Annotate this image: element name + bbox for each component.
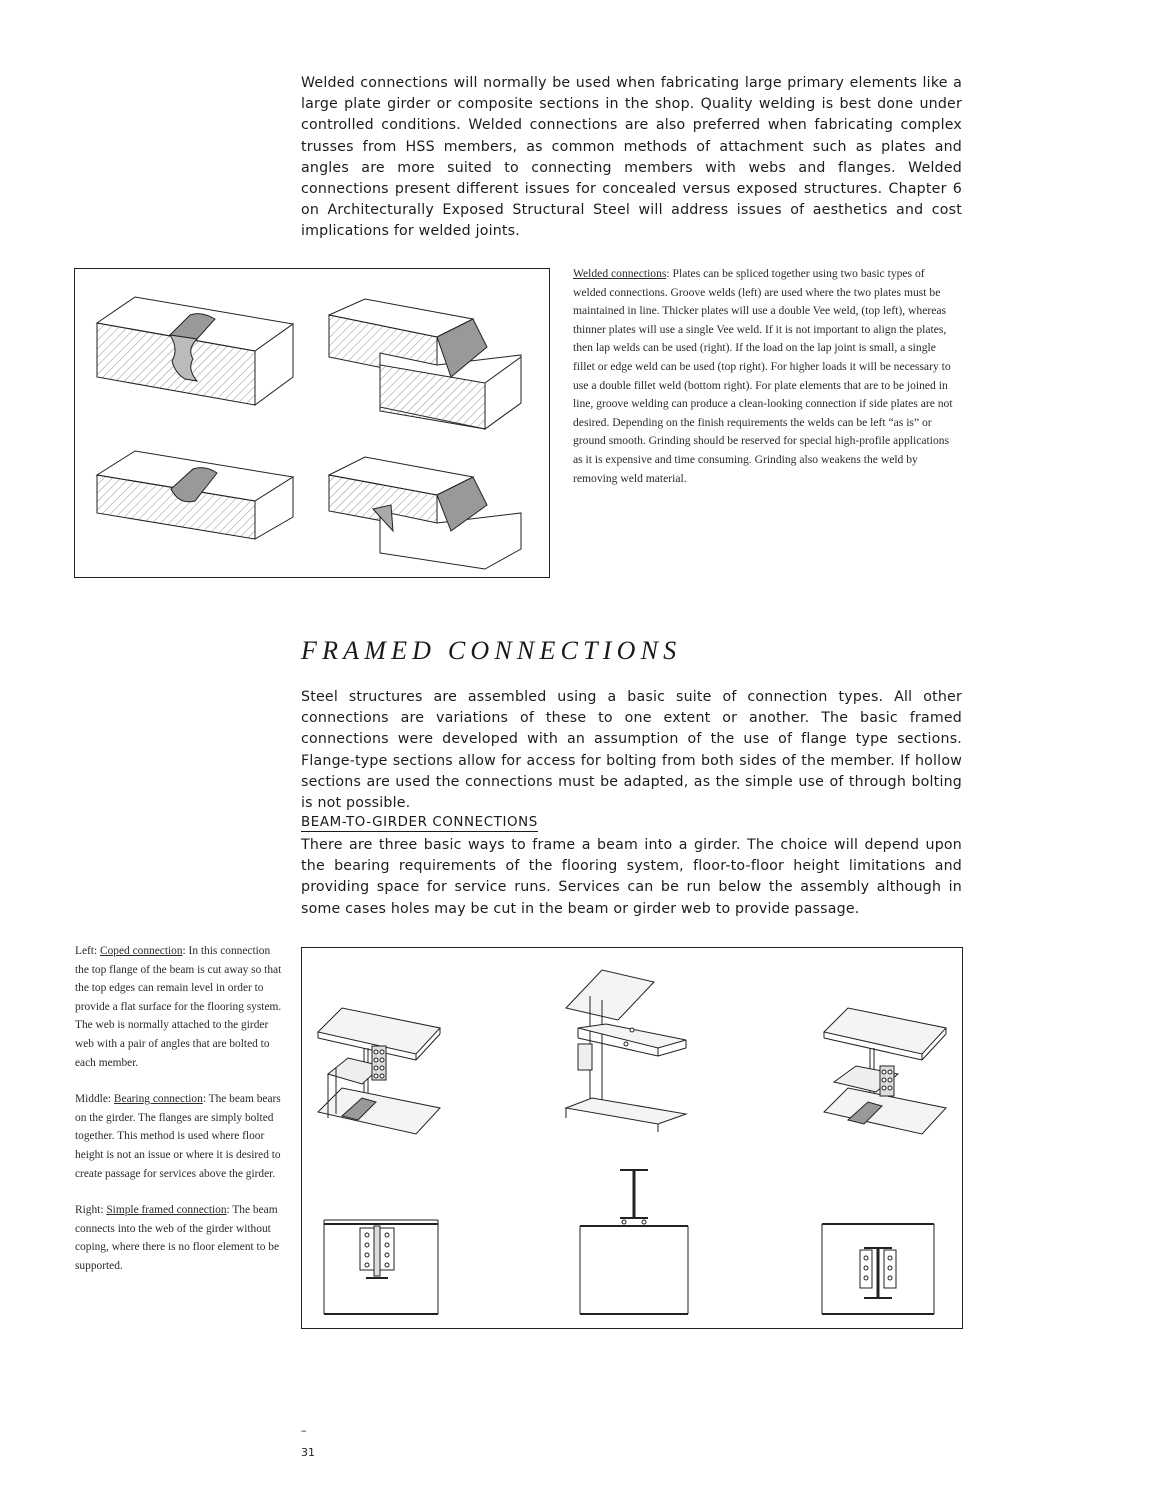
welded-connections-caption [573, 265, 958, 506]
beam-girder-subheading: BEAM-TO-GIRDER CONNECTIONS [301, 815, 538, 830]
beam-girder-drawing [302, 948, 964, 1330]
double-vee-groove-weld [97, 297, 293, 405]
double-fillet-lap-weld [329, 457, 521, 569]
page-number: – 31 [301, 1424, 315, 1459]
welded-connections-drawing [75, 269, 551, 579]
single-vee-groove-weld [97, 451, 293, 539]
single-fillet-lap-weld [329, 299, 521, 429]
beam-girder-paragraph: There are three basic ways to frame a beam into a girder. The choice will depend upon the bearing requirements of the flooring system, floor-to-floor height limitations and providing space for service runs. Services can be run below the assembly although in some cases holes may be cut in the beam or girder web to provide passage. [301, 837, 962, 917]
bearing-connection-iso [566, 970, 686, 1132]
welded-connections-figure [74, 268, 550, 578]
coped-connection-elevation [324, 1220, 438, 1314]
simple-framed-connection-elevation [822, 1224, 934, 1314]
intro-paragraph: Welded connections will normally be used when fabricating large primary elements like a large plate girder or composite sections in the shop. Quality welding is best done under controlled conditions. Welded connections are also preferred when fabricating complex trusses from HSS members, as common methods of attachment such as plates and angles are more suited to connecting members with webs and flanges. Welded connections present different issues for concealed versus exposed structures. Chapter 6 on Architecturally Exposed Structural Steel will address issues of aesthetics and cost implications for welded joints. [301, 75, 962, 240]
beam-girder-caption [75, 942, 283, 1294]
caption-left: Left: Coped connection: In this connection the top flange of the beam is cut away so that the top edges can remain level in order to provide a flat surface for the flooring system. The web is normally attached to the girder web with a pair of angles that are bolted to each member. [75, 945, 282, 1069]
coped-connection-iso [318, 1008, 440, 1134]
caption-right: Right: Simple framed connection: The beam connects into the web of the girder without coping, where there is no floor element to be supported. [75, 1204, 280, 1272]
welded-caption-body: : Plates can be spliced together using two basic types of welded connections. Groove welds (left) are used where the two plates must be maintained in line. Thicker plates will use a double Vee weld, (top left), whereas thinner plates will use a single Vee weld. If it is not important to align the plates, then lap welds can be used (right). If the load on the lap joint is small, a single fillet or edge weld can be used (top right). For higher loads it will be necessary to use a double fillet weld (bottom right). For plate elements that are to be joined in line, groove welding can produce a clean-looking connection if side plates are not desired. Depending on the finish requirements the welds can be left “as is” or ground smooth. Grinding should be reserved for special high-profile applications as it is expensive and time consuming. Grinding also weakens the weld by removing weld material. [573, 267, 953, 485]
welded-caption-title: Welded connections [573, 267, 667, 280]
caption-middle: Middle: Bearing connection: The beam bears on the girder. The flanges are simply bolted together. This method is used where floor height is not an issue or where it is desired to create passage for services above the girder. [75, 1093, 281, 1180]
bearing-connection-elevation [580, 1170, 688, 1314]
beam-girder-figure [301, 947, 963, 1329]
simple-framed-connection-iso [824, 1008, 946, 1134]
framed-connections-paragraph: Steel structures are assembled using a basic suite of connection types. All other connections are variations of these to one extent or another. The basic framed connections were developed with an assumption of the use of flange type sections. Flange-type sections allow for access for bolting from both sides of the member. If hollow sections are used the connections must be adapted, as the simple use of through bolting is not possible. [301, 689, 962, 812]
section-heading: FRAMED CONNECTIONS [301, 636, 682, 665]
